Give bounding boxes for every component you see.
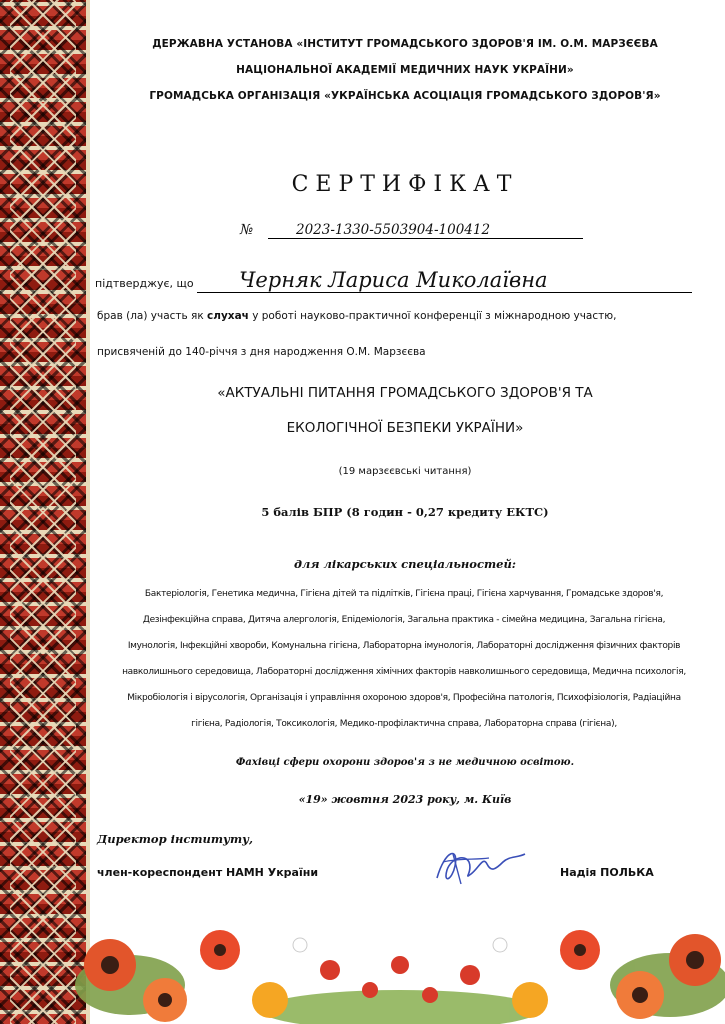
specialty-line: Бактеріологія, Генетика медична, Гігієна дітей та підлітків, Гігієна праці, Гігієна харчування, Громадське здоров'я, (144, 589, 664, 599)
director-rank: член-кореспондент НАМН України (97, 866, 319, 879)
director-title: Директор інституту, (97, 832, 253, 846)
header-line-1: ДЕРЖАВНА УСТАНОВА «ІНСТИТУТ ГРОМАДСЬКОГО ЗДОРОВ'Я ІМ. О.М. МАРЗЄЄВА (152, 38, 658, 50)
header-line-3: ГРОМАДСЬКА ОРГАНІЗАЦІЯ «УКРАЇНСЬКА АСОЦІАЦІЯ ГРОМАДСЬКОГО ЗДОРОВ'Я» (149, 90, 661, 102)
issue-date: «19» жовтня 2023 року, м. Київ (298, 793, 512, 806)
signature-icon (425, 840, 535, 890)
certificate-title: СЕРТИФІКАТ (291, 172, 519, 197)
participation-line (97, 310, 616, 322)
number-label: № (240, 222, 254, 238)
specialty-line: Імунологія, Інфекційні хвороби, Комунальна гігієна, Лабораторна імунологія, Лабораторні дослідження фізичних факторів (127, 641, 681, 651)
specialty-line: Дезінфекційна справа, Дитяча алергологія, Епідеміологія, Загальна практика - сімейна медицина, Загальна гігієна, (142, 615, 666, 625)
specialty-line: гігієна, Радіологія, Токсикологія, Медико-профілактична справа, Лабораторна справа (гігієна), (191, 719, 617, 729)
participation-role: слухач (207, 310, 249, 322)
recipient-name: Черняк Лариса Миколаївна (197, 268, 692, 293)
specialty-line: навколишнього середовища, Лабораторні дослідження хімічних факторів навколишнього середовища, Медична психологія, (122, 667, 686, 677)
dedication-line: присвяченій до 140-річчя з дня народження О.М. Марзєєва (97, 346, 426, 358)
specialties-heading: для лікарських спеціальностей: (293, 557, 517, 571)
specialty-line: Мікробіологія і вірусологія, Організація і управління охороною здоров'я, Професійна патологія, Психофізіологія, Радіаційна (127, 693, 681, 703)
specialists-line: Фахівці сфери охорони здоров'я з не медичною освітою. (235, 757, 575, 768)
floral-ornament (70, 890, 725, 1024)
confirms-label: підтверджує, що (95, 277, 194, 290)
signer-name: Надія ПОЛЬКА (560, 866, 654, 879)
participation-before: брав (ла) участь як (97, 310, 208, 322)
certificate-number: 2023-1330-5503904-100412 (268, 222, 583, 239)
participation-after: у роботі науково-практичної конференції з міжнародною участю, (248, 310, 617, 322)
certificate-number-row (240, 222, 590, 239)
ornamental-border (0, 0, 86, 1024)
conference-subtitle: (19 марзєєвські читання) (338, 466, 472, 477)
confirm-row (95, 268, 695, 293)
conference-title-line-1: «АКТУАЛЬНІ ПИТАННЯ ГРОМАДСЬКОГО ЗДОРОВ'Я ТА (217, 385, 593, 401)
header-line-2: НАЦІОНАЛЬНОЇ АКАДЕМІЇ МЕДИЧНИХ НАУК УКРАЇНИ» (236, 64, 574, 76)
conference-title-line-2: ЕКОЛОГІЧНОЇ БЕЗПЕКИ УКРАЇНИ» (286, 420, 524, 436)
credits: 5 балів БПР (8 годин - 0,27 кредиту ЕКТС) (261, 505, 549, 519)
